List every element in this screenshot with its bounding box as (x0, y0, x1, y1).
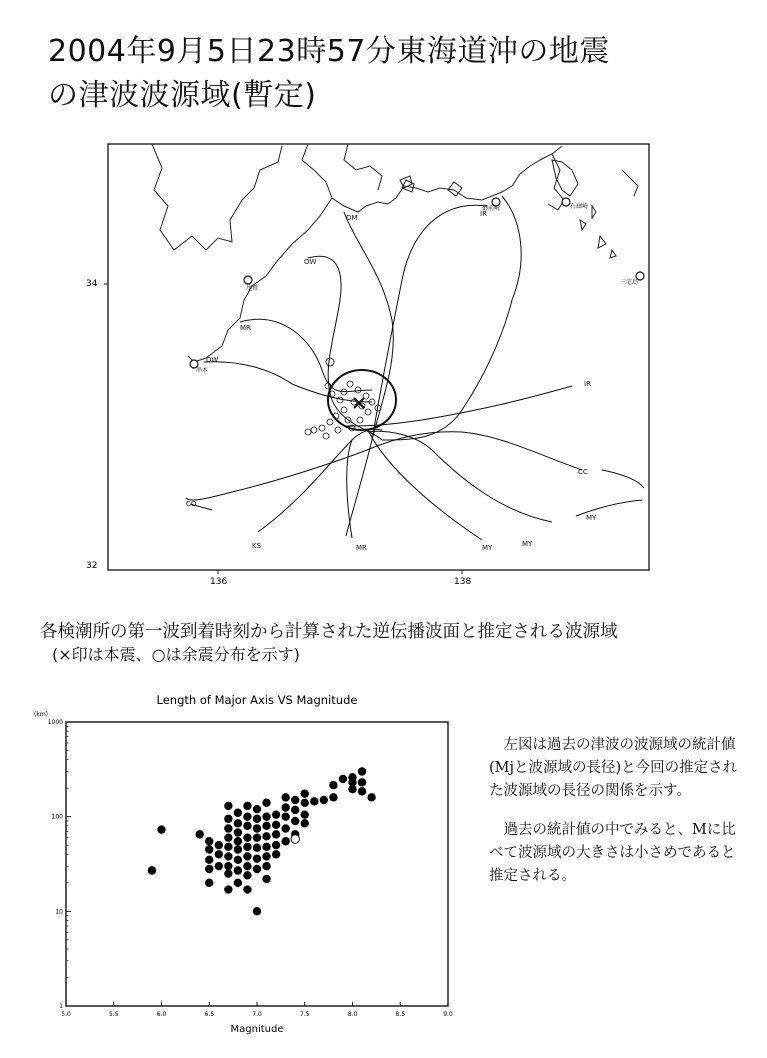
data-point (224, 824, 232, 832)
chart-ylabel: (km) (34, 711, 49, 718)
data-point (243, 871, 251, 879)
data-point (262, 875, 270, 883)
data-point (358, 778, 366, 786)
data-point (262, 799, 270, 807)
data-point (243, 843, 251, 851)
current-event-point (291, 835, 299, 843)
station-label-my-3: MY (586, 514, 597, 522)
data-point (272, 841, 280, 849)
station-label-ks: KS (252, 542, 262, 550)
data-point (358, 767, 366, 775)
side-explanation (489, 734, 747, 904)
data-point (253, 844, 261, 852)
lon-label-136: 136 (210, 577, 228, 587)
tsunami-source-map (82, 140, 654, 587)
data-point (272, 821, 280, 829)
data-point (281, 812, 289, 820)
data-point (215, 841, 223, 849)
data-point (272, 830, 280, 838)
chart-title: Length of Major Axis VS Magnitude (156, 693, 358, 707)
data-point (358, 787, 366, 795)
data-point (224, 862, 232, 870)
data-point (243, 812, 251, 820)
data-point (367, 793, 375, 801)
data-point (348, 785, 356, 793)
data-point (234, 809, 242, 817)
x-tick-label: 8.0 (347, 1011, 358, 1018)
data-point (205, 865, 213, 873)
lon-label-138: 138 (454, 577, 472, 587)
data-point (262, 843, 270, 851)
station-label-my-2: MY (522, 540, 533, 548)
data-point (224, 833, 232, 841)
data-point (262, 822, 270, 830)
x-tick-label: 7.5 (299, 1011, 310, 1018)
data-point (243, 833, 251, 841)
data-point (234, 856, 242, 864)
data-point (224, 843, 232, 851)
data-point (205, 837, 213, 845)
x-tick-label: 5.5 (108, 1011, 119, 1018)
data-point (205, 856, 213, 864)
magnitude-scatter-chart (30, 690, 460, 1040)
place-label-kushimoto: 串本 (196, 367, 209, 374)
station-label-mr-bottom: MR (356, 544, 367, 552)
place-label-irozaki: 石廊崎 (570, 203, 589, 210)
data-point (281, 803, 289, 811)
data-point (253, 865, 261, 873)
place-label-miyake: 三宅島 (620, 279, 639, 286)
data-point (243, 802, 251, 810)
data-point (310, 797, 318, 805)
data-point (234, 879, 242, 887)
data-point (253, 854, 261, 862)
lat-label-34: 34 (86, 279, 98, 289)
x-tick-label: 7.0 (252, 1011, 262, 1018)
data-point (224, 815, 232, 823)
station-label-my-1: MY (482, 544, 493, 552)
data-point (215, 862, 223, 870)
station-label-ow: OW (304, 258, 317, 266)
place-label-owase: 尾鷲 (246, 285, 259, 292)
x-tick-label: 9.0 (443, 1011, 453, 1018)
data-point (234, 845, 242, 853)
side-paragraph-2: 過去の統計値の中でみると、Mに比べて波源域の大きさは小さめであると推定される。 (489, 822, 736, 884)
map-caption-line-2: (×印は本震、○は余震分布を示す) (52, 645, 300, 664)
data-point (253, 907, 261, 915)
page-title (48, 30, 610, 118)
title-line-2: の津波波源域(暫定) (48, 78, 317, 113)
data-point (320, 796, 328, 804)
data-point (253, 805, 261, 813)
data-point (291, 806, 299, 814)
data-point (262, 862, 270, 870)
data-point (291, 796, 299, 804)
x-tick-label: 6.5 (204, 1011, 215, 1018)
data-point (205, 879, 213, 887)
y-tick-label: 1 (59, 1003, 63, 1010)
place-label-omaezaki: 御前崎 (482, 205, 501, 212)
x-tick-label: 8.5 (395, 1011, 406, 1018)
data-point (243, 885, 251, 893)
side-paragraph-1: 左図は過去の津波の波源域の統計値(Mjと波源域の長径)と今回の推定された波源域の長径の関係を示す。 (489, 737, 738, 799)
data-point (291, 817, 299, 825)
data-point (253, 824, 261, 832)
lat-label-32: 32 (86, 561, 98, 571)
map-caption-line-1: 各検潮所の第一波到着時刻から計算された逆伝播波面と推定される波源域 (40, 622, 618, 642)
data-point (281, 793, 289, 801)
y-tick-label: 10 (55, 908, 63, 916)
data-point (301, 789, 309, 797)
station-label-co: CO (186, 500, 197, 508)
chart-xlabel: Magnitude (230, 1024, 284, 1035)
data-point (301, 810, 309, 818)
title-line-1: 2004年9月5日23時57分東海道沖の地震 (48, 34, 610, 69)
y-tick-label: 1000 (47, 719, 63, 726)
data-point (224, 869, 232, 877)
data-point (205, 845, 213, 853)
data-point (215, 850, 223, 858)
y-tick-label: 100 (51, 813, 63, 821)
x-tick-label: 5.0 (61, 1011, 71, 1018)
data-point (301, 799, 309, 807)
station-label-ir: IR (584, 380, 591, 388)
data-point (262, 812, 270, 820)
data-point (224, 852, 232, 860)
data-point (262, 852, 270, 860)
data-point (234, 819, 242, 827)
data-point (234, 828, 242, 836)
data-point (272, 850, 280, 858)
data-point (281, 824, 289, 832)
data-point (272, 810, 280, 818)
data-point (196, 830, 204, 838)
station-label-ir-top: IR (480, 210, 487, 218)
data-point (243, 852, 251, 860)
data-point (253, 815, 261, 823)
data-point (148, 866, 156, 874)
data-point (348, 773, 356, 781)
data-point (329, 793, 337, 801)
station-label-cc: CC (578, 468, 588, 476)
data-point (243, 822, 251, 830)
data-point (253, 833, 261, 841)
data-point (301, 819, 309, 827)
data-point (224, 885, 232, 893)
data-point (339, 775, 347, 783)
data-point (329, 781, 337, 789)
station-label-mr-left: MR (240, 324, 251, 332)
station-label-dm: DM (346, 214, 358, 222)
data-point (262, 832, 270, 840)
data-point (234, 837, 242, 845)
data-point (224, 802, 232, 810)
plot-area (66, 722, 448, 1006)
data-point (157, 825, 165, 833)
data-point (243, 862, 251, 870)
data-point (281, 837, 289, 845)
data-point (234, 866, 242, 874)
station-label-dw: DW (206, 356, 219, 364)
x-tick-label: 6.0 (156, 1011, 167, 1018)
